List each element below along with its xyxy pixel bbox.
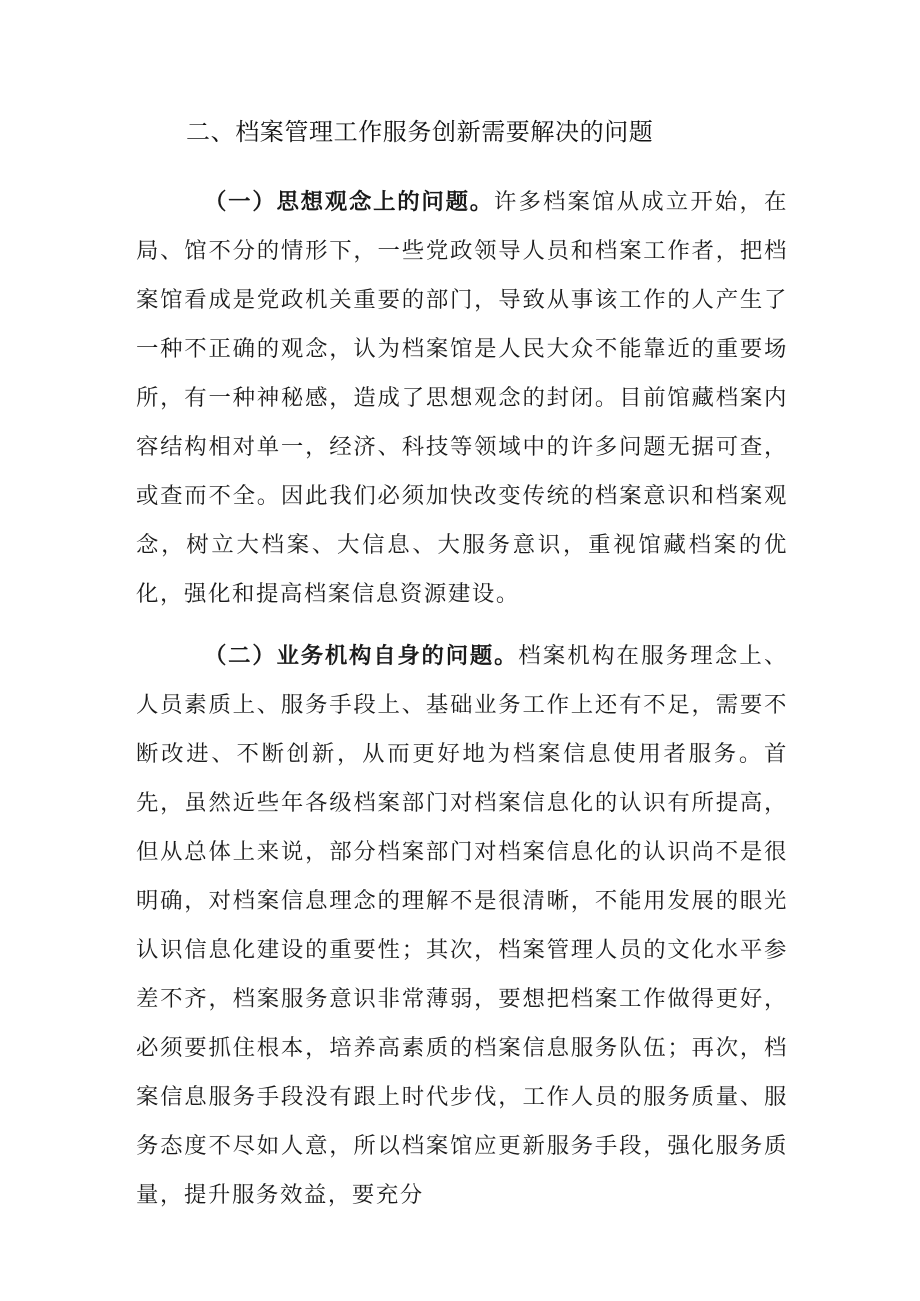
paragraph-1-lead: （一）思想观念上的问题。: [204, 189, 494, 215]
paragraph-2-body: 档案机构在服务理念上、人员素质上、服务手段上、基础业务工作上还有不足，需要不断改进、不断创新，从而更好地为档案信息使用者服务。首先，虽然近些年各级档案部门对档案信息化的认识有所提高，但从总体上来说，部分档案部门对档案信息化的认识尚不是很明确，对档案信息理念的理解不是很清晰，不能用发展的眼光认识信息化建设的重要性；其次，档案管理人员的文化水平参差不齐，档案服务意识非常薄弱，要想把档案工作做得更好，必须要抓住根本，培养高素质的档案信息服务队伍；再次，档案信息服务手段没有跟上时代步伐，工作人员的服务质量、服务态度不尽如人意，所以档案馆应更新服务手段，强化服务质量，提升服务效益，要充分: [136, 643, 788, 1208]
paragraph-2-lead: （二）业务机构自身的问题。: [204, 643, 519, 669]
paragraph-2: [136, 632, 788, 1220]
paragraph-1: [136, 178, 788, 619]
section-heading: 二、档案管理工作服务创新需要解决的问题: [186, 118, 654, 146]
paragraph-1-body: 许多档案馆从成立开始，在局、馆不分的情形下，一些党政领导人员和档案工作者，把档案馆看成是党政机关重要的部门，导致从事该工作的人产生了一种不正确的观念，认为档案馆是人民大众不能靠近的重要场所，有一种神秘感，造成了思想观念的封闭。目前馆藏档案内容结构相对单一，经济、科技等领域中的许多问题无据可查，或查而不全。因此我们必须加快改变传统的档案意识和档案观念，树立大档案、大信息、大服务意识，重视馆藏档案的优化，强化和提高档案信息资源建设。: [136, 189, 789, 607]
